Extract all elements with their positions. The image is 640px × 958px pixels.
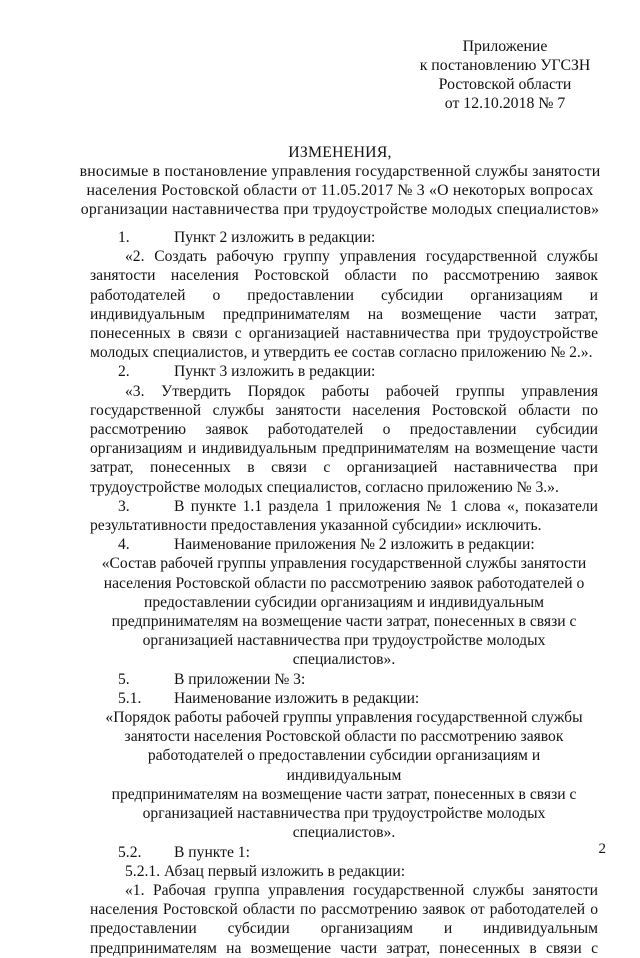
quote-item-4-line-2: населения Ростовской области по рассмотрению заявок работодателей о — [103, 574, 585, 592]
quote-item-4-line-5: организацией наставничества при трудоустройстве молодых специалистов». — [142, 632, 546, 669]
item-5-1-number: 5.1. — [118, 689, 142, 707]
item-5-2-1: 5.2.1. Абзац первый изложить в редакции: — [125, 862, 406, 880]
quote-item-5-2-1: «1. Рабочая группа управления государственной службы занятости населения Ростовской области по рассмотрению заявок от работодателей о предоставлении субсидии организациям и индивидуальным предпринимателям на возмещение части затрат, понесенных в связи с — [90, 881, 598, 957]
item-5-1-text: Наименование изложить в редакции: — [174, 689, 420, 707]
quote-item-3: «3. Утвердить Порядок работы рабочей группы управления государственной службы занятости населения Ростовской области по рассмотрению заявок работодателей о предоставлении субсидии организациям и индивидуальным предпринимателям на возмещение части затрат, понесенных в связи с организацией наставничества при трудоустройстве молодых специалистов, согласно приложению № 3.». — [90, 382, 598, 496]
item-2 — [90, 362, 598, 381]
quote-item-5-1-line-4: предпринимателям на возмещение части затрат, понесенных в связи с — [111, 785, 577, 803]
quote-item-4-line-3: предоставлении субсидии организациям и индивидуальным — [143, 593, 545, 611]
item-2-number: 2. — [118, 363, 130, 381]
title-heading: ИЗМЕНЕНИЯ, — [288, 144, 392, 161]
item-5-number: 5. — [118, 670, 130, 688]
quote-item-2: «2. Создать рабочую группу управления государственной службы занятости населения Ростовской области по рассмотрению заявок работодателей о предоставлении субсидии организациям и индивидуальным предпринимателям на возмещение части затрат, понесенных в связи с организацией наставничества при трудоустройстве молодых специалистов, и утвердить ее состав согласно приложению № 2.». — [90, 248, 598, 362]
title-subline-1: вносимые в постановление управления государственной службы занятости — [79, 163, 601, 180]
item-5-2-text: В пункте 1: — [174, 843, 250, 861]
item-5-2 — [90, 843, 598, 862]
appendix-line-3: Ростовской области — [438, 76, 572, 93]
quote-item-5-1-line-5: организацией наставничества при трудоустройстве молодых специалистов». — [142, 805, 546, 842]
document-title — [60, 143, 620, 219]
item-1 — [90, 228, 598, 247]
item-5 — [90, 670, 598, 689]
quote-item-4 — [90, 554, 598, 669]
quote-item-5-1-line-2: занятости населения Ростовской области по рассмотрению заявок — [124, 728, 564, 746]
item-1-text: Пункт 2 изложить в редакции: — [174, 229, 376, 246]
appendix-header — [395, 37, 615, 113]
page-number: 2 — [598, 841, 606, 857]
quote-item-4-line-4: предпринимателям на возмещение части затрат, понесенных в связи с — [111, 613, 577, 631]
item-1-number: 1. — [118, 229, 130, 246]
item-3-number: 3. — [118, 497, 130, 515]
appendix-line-2: к постановлению УГСЗН — [419, 57, 591, 74]
title-subline-3: организации наставничества при трудоустройстве молодых специалистов» — [80, 201, 600, 218]
quote-item-4-line-1: «Состав рабочей группы управления государственной службы занятости — [101, 555, 587, 573]
item-4 — [90, 535, 598, 554]
item-2-text: Пункт 3 изложить в редакции: — [174, 363, 376, 381]
quote-item-5-1-line-1: «Порядок работы рабочей группы управления государственной службы — [105, 709, 583, 727]
item-5-1 — [90, 689, 598, 708]
quote-item-5-1-line-3: работодателей о предоставлении субсидии организациям и индивидуальным — [147, 747, 541, 784]
item-3-text: В пункте 1.1 раздела 1 приложения № 1 слова «, показатели результативности предоставления указанной субсидии» исключить. — [90, 497, 598, 535]
item-3 — [90, 497, 598, 535]
quote-item-5-1 — [90, 708, 598, 842]
item-5-2-number: 5.2. — [118, 843, 142, 861]
appendix-line-1: Приложение — [462, 38, 548, 55]
item-4-number: 4. — [118, 536, 130, 554]
item-5-text: В приложении № 3: — [174, 670, 306, 688]
item-4-text: Наименование приложения № 2 изложить в редакции: — [174, 536, 535, 554]
appendix-line-4: от 12.10.2018 № 7 — [444, 95, 566, 112]
title-subline-2: населения Ростовской области от 11.05.2017 № 3 «О некоторых вопросах — [86, 182, 594, 199]
document-body — [90, 228, 598, 958]
